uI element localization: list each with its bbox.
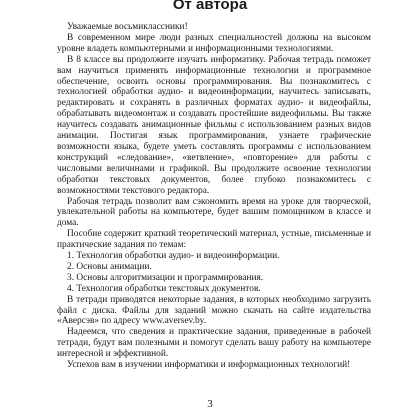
greeting: Уважаемые восьмиклассники! <box>67 22 188 32</box>
paragraph-6: Надеемся, что сведения и практические задания, приведенные в рабочей тетради, будут вам полезными и помогут сделать вашу работу на компьютере интересной и эффективной. <box>57 327 371 360</box>
paragraph-7: Успехов вам в изучении информатики и информационных технологий! <box>67 360 351 371</box>
paragraph-4: Пособие содержит краткий теоретический материал, устные, письменные и практические задания по темам: <box>57 229 371 251</box>
topic-item-1: 1. Технология обработки аудио- и видеоинформации. <box>67 251 280 262</box>
preface-text <box>57 22 371 371</box>
paragraph-3: Рабочая тетрадь позволит вам сэкономить время на уроке для творческой, увлекательной работы на компьютере, будет вашим помощником в классе и дома. <box>57 196 371 229</box>
page-number: 3 <box>207 398 213 410</box>
paragraph-5: В тетради приводятся некоторые задания, в которых необходимо загрузить файл с диска. Файлы для заданий можно скачать на сайте издательства «Аверсэв» по адресу www.aversev.by. <box>57 294 371 327</box>
topic-item-3: 3. Основы алгоритмизации и программирования. <box>67 272 264 283</box>
paragraph-1: В современном мире люди разных специальностей должны на высоком уровне владеть компьютерными и информационными технологиями. <box>57 32 371 54</box>
topic-item-4: 4. Технология обработки текстовых документов. <box>67 283 261 294</box>
paragraph-2: В 8 классе вы продолжите изучать информатику. Рабочая тетрадь поможет вам научиться применять информационные технологии и программное обеспечение, освоить основы программирования. Вы познакомитесь с технологией обработки аудио- и видеоинформации, научитесь записывать, редактировать и сохранять в различных форматах аудио- и видеофайлы, обрабатывать видеомонтаж и создавать простейшие видеофильмы. Вы также научитесь создавать анимационные фильмы с использованием разных видов анимации. Постигая язык программирования, узнаете графические возможности языка, будете уметь составлять программы с использованием конструкций «следование», «ветвление», «повторение» для работы с числовыми величинами и графикой. Вы продолжите освоение технологии обработки текстовых документов, более глубоко познакомитесь с возможностями текстового редактора. <box>57 54 371 196</box>
page-title: От автора <box>172 0 248 13</box>
topic-item-2: 2. Основы анимации. <box>67 261 152 272</box>
